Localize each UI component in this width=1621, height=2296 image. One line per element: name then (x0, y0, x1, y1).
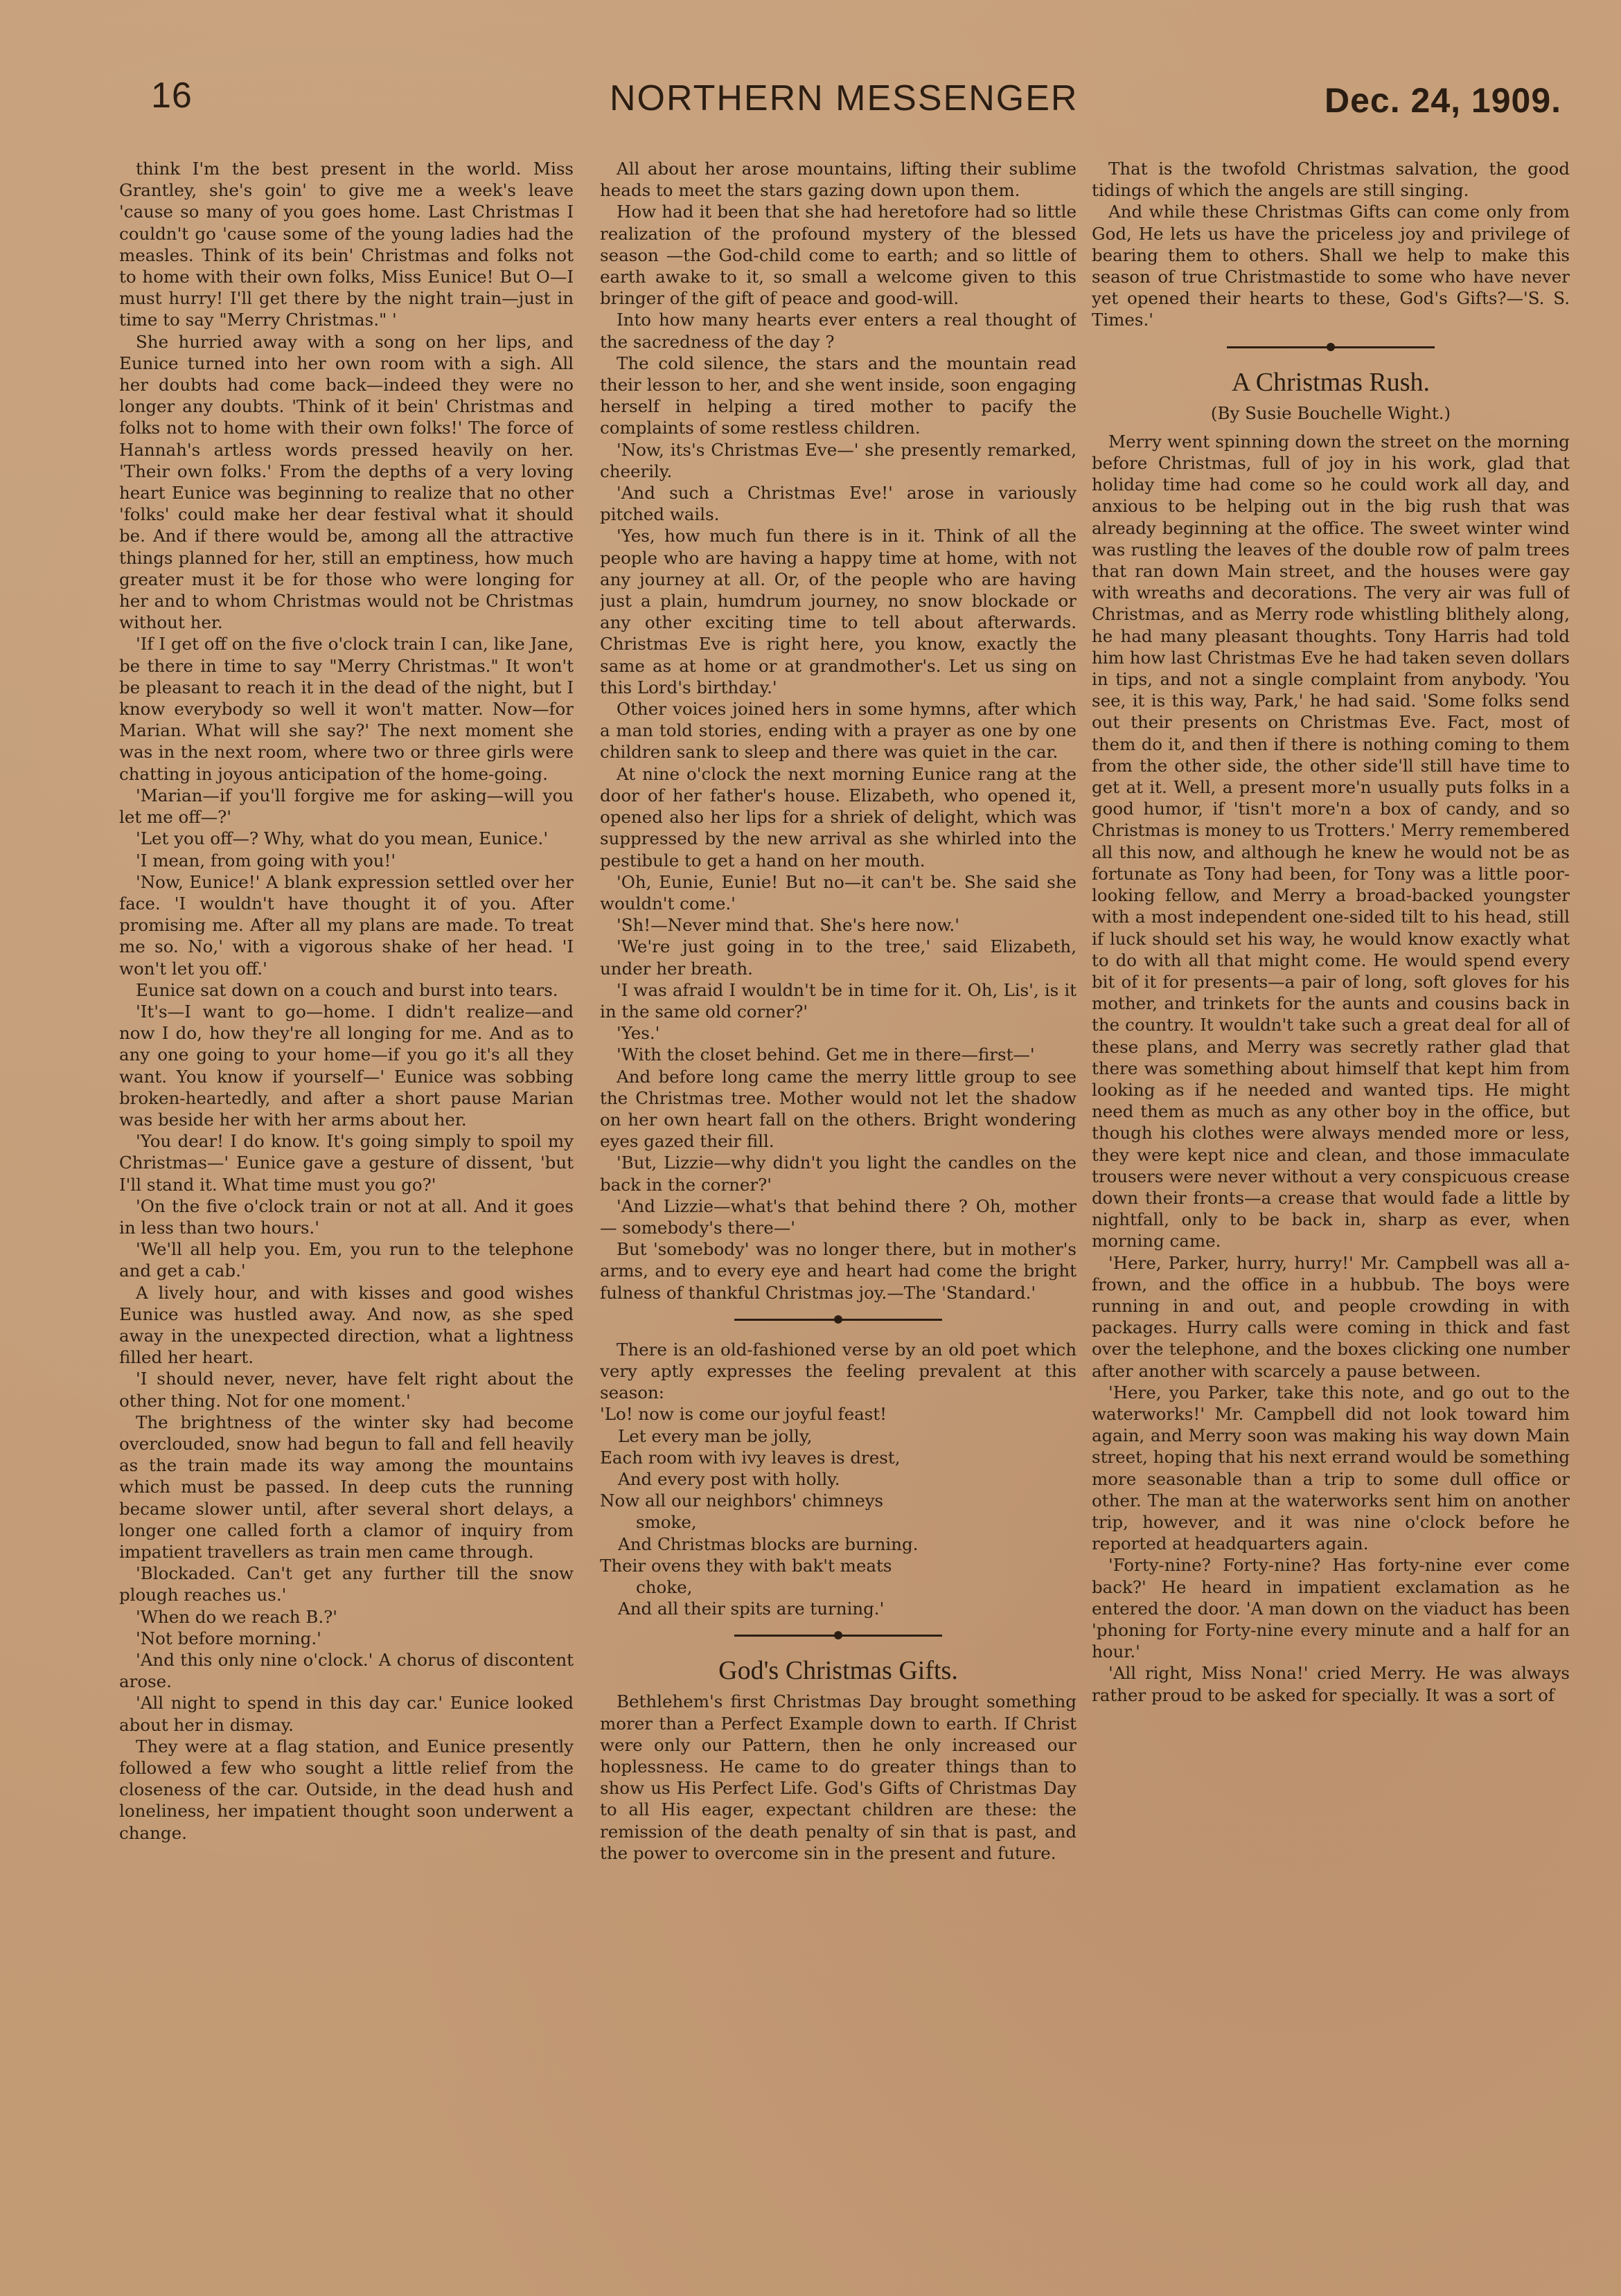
paragraph: And while these Christmas Gifts can come only from God, He lets us have the priceless joy and privilege of bearing them to others. Shall we help to make this season of true Christmastide to some who have never yet opened their hearts to these, God's Gifts?—'S. S. Times.' (1092, 202, 1570, 330)
paragraph: 'I was afraid I wouldn't be in time for it. Oh, Lis', is it in the same old corner?' (600, 979, 1077, 1022)
paragraph: 'All right, Miss Nona!' cried Merry. He was always rather proud to be asked for specially. It was a sort of (1092, 1663, 1570, 1705)
paragraph: 'Here, Parker, hurry, hurry!' Mr. Campbell was all a-frown, and the office in a hubbub. The boys were running in and out, and people crowding in with packages. Hurry calls were coming in thick and fast over the telephone, and the boxes clicking one number after another with scarcely a pause between. (1092, 1252, 1570, 1381)
verse-line: Now all our neighbors' chimneys (600, 1490, 884, 1511)
paragraph: She hurried away with a song on her lips, and Eunice turned into her own room with a sigh. All her doubts had come back—indeed they were no longer any doubts. 'Think of it bein' Christmas and folks not to home with their own folks!' The force of Hannah's artless words pressed heavily on her. 'Their own folks.' From the depths of a very loving heart Eunice was beginning to realize that no other 'folks' could make her dear festival what it should be. And if there would be, among all the attractive things planned for her, still an emptiness, how much greater must it be for those who were longing for her and to whom Christmas would not be Christmas without her. (119, 331, 574, 633)
verse-intro: There is an old-fashioned verse by an old poet which very aptly expresses the feeling prevalent at this season: (600, 1339, 1077, 1403)
verse-line: Their ovens they with bak't meats (600, 1555, 892, 1576)
column-3 (1092, 158, 1570, 2291)
paragraph: 'It's—I want to go—home. I didn't realize—and now I do, how they're all longing for me. And as to any one going to your home—if you go it's all they want. You know if yourself—' Eunice was sobbing broken-heartedly, and after a short pause Marian was beside her with her arms about her. (119, 1001, 574, 1130)
paragraph: 'On the five o'clock train or not at all. And it goes in less than two hours.' (119, 1195, 574, 1238)
paragraph: 'We'll all help you. Em, you run to the telephone and get a cab.' (119, 1239, 574, 1281)
paragraph: Other voices joined hers in some hymns, after which a man told stories, ending with a prayer as one by one children sank to sleep and there was quiet in the car. (600, 699, 1077, 763)
paragraph: 'But, Lizzie—why didn't you light the candles on the back in the corner?' (600, 1153, 1077, 1195)
paragraph: 'Yes, how much fun there is in it. Think of all the people who are having a happy time at home, with not any journey at all. Or, of the people who are having just a plain, humdrum journey, no snow blockade or any other exciting time to tell about afterwards. Christmas Eve is right here, you know, exactly the same as at home or at grandmother's. Let us sing on this Lord's birthday.' (600, 526, 1077, 697)
paragraph: 'Here, you Parker, take this note, and go out to the waterworks!' Mr. Campbell did not look toward him again, and Merry soon was making his way down Main street, hoping that his next errand would be something more seasonable than a trip to some dull office or other. The man at the waterworks sent him on another trip, however, and it was nine o'clock before he reported at headquarters again. (1092, 1382, 1570, 1554)
masthead (0, 75, 1621, 130)
paragraph: 'You dear! I do know. It's going simply to spoil my Christmas—' Eunice gave a gesture of dissent, 'but I'll stand it. What time must you go?' (119, 1131, 574, 1195)
paragraph: think I'm the best present in the world. Miss Grantley, she's goin' to give me a week's leave 'cause so many of you goes home. Last Christmas I couldn't go 'cause some of the young ladies had the measles. Think of its bein' Christmas and folks not to home with their own folks, Miss Eunice! But O—I must hurry! I'll get there by the night train—just in time to say "Merry Christmas." ' (119, 159, 574, 330)
paragraph: 'Oh, Eunie, Eunie! But no—it can't be. She said she wouldn't come.' (600, 871, 1077, 914)
paragraph: 'Marian—if you'll forgive me for asking—will you let me off—?' (119, 785, 574, 828)
paragraph: 'With the closet behind. Get me in there—first—' (617, 1044, 1035, 1065)
paragraph: 'Now, Eunice!' A blank expression settled over her face. 'I wouldn't have thought it of you. After promising me. After all my plans are made. To treat me so. No,' with a vigorous shake of her head. 'I won't let you off.' (119, 871, 574, 979)
paragraph: 'And Lizzie—what's that behind there ? Oh, mother — somebody's there—' (600, 1195, 1077, 1238)
paragraph: Eunice sat down on a couch and burst into tears. (136, 979, 558, 1000)
paragraph: 'All night to spend in this day car.' Eunice looked about her in dismay. (119, 1693, 574, 1735)
paragraph: 'If I get off on the five o'clock train I can, like Jane, be there in time to say "Merry Christmas." It won't be pleasant to reach it in the dead of the night, but I know everybody so well it won't matter. Now—for Marian. What will she say?' The next moment she was in the next room, where two or three girls were chatting in joyous anticipation of the home-going. (119, 634, 574, 784)
section-divider (734, 1635, 942, 1637)
verse-line: Let every man be jolly, (618, 1425, 813, 1446)
article-heading: A Christmas Rush. (1231, 367, 1430, 397)
paragraph: 'I should never, never, have felt right about the other thing. Not for one moment.' (119, 1369, 574, 1411)
paragraph: 'Now, its's Christmas Eve—' she presently remarked, cheerily. (600, 439, 1077, 481)
paragraph: Into how many hearts ever enters a real thought of the sacredness of the day ? (600, 310, 1077, 352)
paragraph: 'Let you off—? Why, what do you mean, Eunice.' (136, 828, 549, 849)
paragraph: 'Yes.' (617, 1023, 660, 1044)
paragraph: The brightness of the winter sky had become overclouded, snow had begun to fall and fell heavily as the train made its way among the mountains which must be passed. In deep cuts the running became slower until, after several short delays, a longer one called forth a clamor of inquiry from impatient travellers as train men came through. (119, 1412, 574, 1562)
verse-line: And every post with holly. (618, 1468, 840, 1489)
paragraph: The cold silence, the stars and the mountain read their lesson to her, and she went inside, soon engaging herself in helping a tired mother to pacify the complaints of some restless children. (600, 353, 1077, 438)
verse-line: And all their spits are turning.' (618, 1599, 885, 1619)
article-heading: God's Christmas Gifts. (718, 1656, 958, 1686)
verse-line: And Christmas blocks are burning. (618, 1533, 919, 1554)
paragraph: They were at a flag station, and Eunice presently followed a few who sought a little relief from the closeness of the car. Outside, in the dead hush and loneliness, her impatient thought soon underwent a change. (119, 1736, 574, 1843)
paragraph: And before long came the merry little group to see the Christmas tree. Mother would not let the shadow on her own heart fall on the others. Bright wondering eyes gazed their fill. (600, 1066, 1077, 1152)
verse (600, 1403, 1077, 1619)
paragraph: That is the twofold Christmas salvation, the good tidings of which the angels are still singing. (1092, 159, 1570, 201)
verse-line: smoke, (636, 1512, 697, 1533)
paragraph: Merry went spinning down the street on the morning before Christmas, full of joy in his work, glad that holiday time had come so he could work all day, and anxious to be helping out in the big rush that was already beginning at the office. The sweet winter wind was rustling the leaves of the double row of palm trees that ran down Main street, and the houses were gay with wreaths and decorations. The very air was full of Christmas, and as Merry rode whistling blithely along, he had many pleasant thoughts. Tony Harris had told him how last Christmas Eve he had taken seven dollars in tips, and not a single complaint from anybody. 'You see, it is this way, Park,' he had said. 'Some folks send out their presents on Christmas Eve. Fact, most of them do it, and then if there is nothing coming to them from the other side, the other side'll still have time to get at it. Well, a present more'n usually puts folks in a good humor, if 'tisn't more'n a box of candy, and so Christmas is money to us Trotters.' Merry remembered all this now, and although he knew he would not be as fortunate as Tony had been, for Tony was a little poor-looking fellow, and Merry a broad-backed youngster with a most independent one-sided tilt to his head, still if luck should set his way, he would know exactly what to do with all that might come. He would spend every bit of it for presents—a pair of long, soft gloves for his mother, and trinkets for the aunts and cousins back in the country. It wouldn't take such a great deal for all of these plans, and Merry was secretly rather glad that there was something about himself that kept him from looking as if he needed and wanted tips. He might need them as much as any other boy in the office, but though his clothes were always mended more or less, they were kept nice and clean, and those immaculate trousers were never without a very conspicuous crease down their fronts—a crease that would fade a little by nightfall, only to be back in, sharp as ever, when morning came. (1092, 431, 1570, 1252)
paragraph: 'And such a Christmas Eve!' arose in variously pitched wails. (600, 483, 1077, 525)
paragraph: A lively hour, and with kisses and good wishes Eunice was hustled away. And now, as she sped away in the unexpected direction, what a lightness filled her heart. (119, 1282, 574, 1368)
newspaper-title: NORTHERN MESSENGER (610, 78, 1079, 118)
section-divider (1227, 346, 1435, 348)
paragraph: 'Blockaded. Can't get any further till the snow plough reaches us.' (119, 1563, 574, 1605)
paragraph: How had it been that she had heretofore had so little realization of the profound mystery of the blessed season —the God-child come to earth; and so little of earth awake to it, so small a welcome given to this bringer of the gift of peace and good-will. (600, 202, 1077, 309)
paragraph: All about her arose mountains, lifting their sublime heads to meet the stars gazing down upon them. (600, 159, 1077, 201)
paragraph: 'And this only nine o'clock.' A chorus of discontent arose. (119, 1650, 574, 1692)
paragraph: But 'somebody' was no longer there, but in mother's arms, and to every eye and heart had come the bright fulness of thankful Christmas joy.—The 'Standard.' (600, 1239, 1077, 1303)
verse-line: Each room with ivy leaves is drest, (600, 1447, 901, 1468)
verse-line: choke, (636, 1577, 693, 1597)
paragraph: 'We're just going in to the tree,' said Elizabeth, under her breath. (600, 936, 1077, 979)
paragraph: At nine o'clock the next morning Eunice rang at the door of her father's house. Elizabeth, who opened it, opened also her lips for a shriek of delight, which was suppressed by the new arrival as she whirled into the pestibule to get a hand on her mouth. (600, 763, 1077, 871)
issue-date: Dec. 24, 1909. (1325, 81, 1562, 120)
column-2 (600, 158, 1077, 2291)
byline: (By Susie Bouchelle Wight.) (1210, 402, 1451, 423)
column-1 (119, 158, 574, 2291)
paragraph: 'Not before morning.' (136, 1628, 321, 1648)
paragraph: 'Sh!—Never mind that. She's here now.' (617, 915, 959, 936)
paragraph: 'Forty-nine? Forty-nine? Has forty-nine ever come back?' He heard in impatient exclamation as he entered the door. 'A man down on the viaduct has been 'phoning for Forty-nine every minute and a half for an hour.' (1092, 1555, 1570, 1662)
paragraph: Bethlehem's first Christmas Day brought something morer than a Perfect Example down to earth. If Christ were only our Pattern, then he only increased our hoplessness. He came to do greater things than to show us His Perfect Life. God's Gifts of Christmas Day to all His eager, expectant children are these: the remission of the death penalty of sin that is past, and the power to overcome sin in the present and future. (600, 1691, 1077, 1863)
page-number: 16 (151, 75, 193, 116)
verse-line: 'Lo! now is come our joyful feast! (600, 1404, 887, 1425)
section-divider (734, 1319, 942, 1321)
paragraph: 'I mean, from going with you!' (136, 850, 396, 871)
paragraph: 'When do we reach B.?' (136, 1606, 338, 1627)
